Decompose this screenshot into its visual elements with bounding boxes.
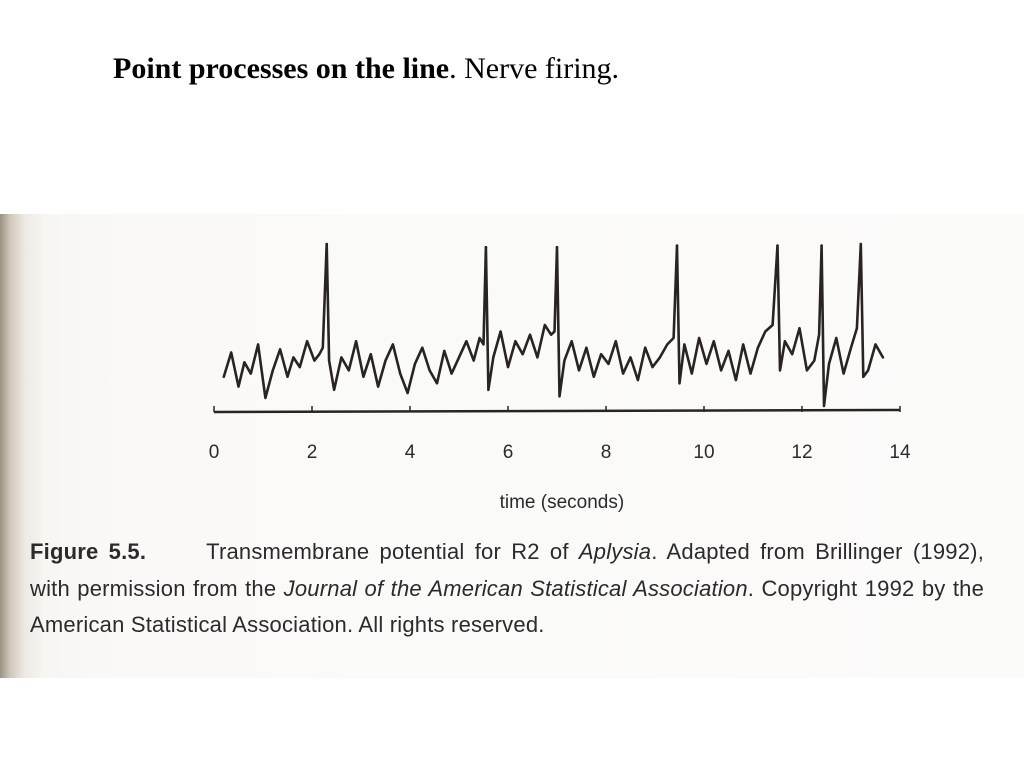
x-axis-label: time (seconds) <box>499 492 625 513</box>
spike-peak-point <box>860 243 863 246</box>
nerve-firing-chart <box>0 214 1024 534</box>
x-tick-label: 2 <box>306 442 318 463</box>
spike-peak-point <box>325 243 328 246</box>
x-tick-label: 14 <box>889 442 911 463</box>
x-tick-label: 4 <box>404 442 416 463</box>
slide-title-bold: Point processes on the line <box>113 52 450 85</box>
figure-caption <box>30 534 984 644</box>
caption-figure-label: Figure 5.5. <box>30 539 147 564</box>
slide-title-rest: . Nerve firing. <box>449 52 620 85</box>
membrane-potential-trace <box>224 244 883 406</box>
x-axis-line <box>214 410 900 412</box>
x-tick-label: 10 <box>693 442 715 463</box>
x-tick-label: 6 <box>502 442 514 463</box>
slide-title <box>113 52 619 86</box>
spike-peak-point <box>820 244 823 247</box>
x-tick-label: 0 <box>208 442 220 463</box>
caption-text-1: Transmembrane potential for R2 of <box>206 539 579 564</box>
caption-text-3: . Copyright 1992 by the American Statistical Association. All rights reserved. <box>30 575 984 637</box>
x-tick-label: 8 <box>600 442 612 463</box>
caption-journal: Journal of the American Statistical Association <box>283 575 748 601</box>
scanned-figure <box>0 214 1024 678</box>
x-tick-label: 12 <box>791 442 813 463</box>
spike-peak-point <box>676 244 679 247</box>
spike-peak-point <box>485 246 488 249</box>
caption-species: Aplysia <box>578 539 652 564</box>
spike-peak-point <box>776 244 779 247</box>
spike-peak-point <box>556 246 559 249</box>
caption-text-2: . Adapted from Brillinger (1992), with permission from the <box>30 539 985 601</box>
